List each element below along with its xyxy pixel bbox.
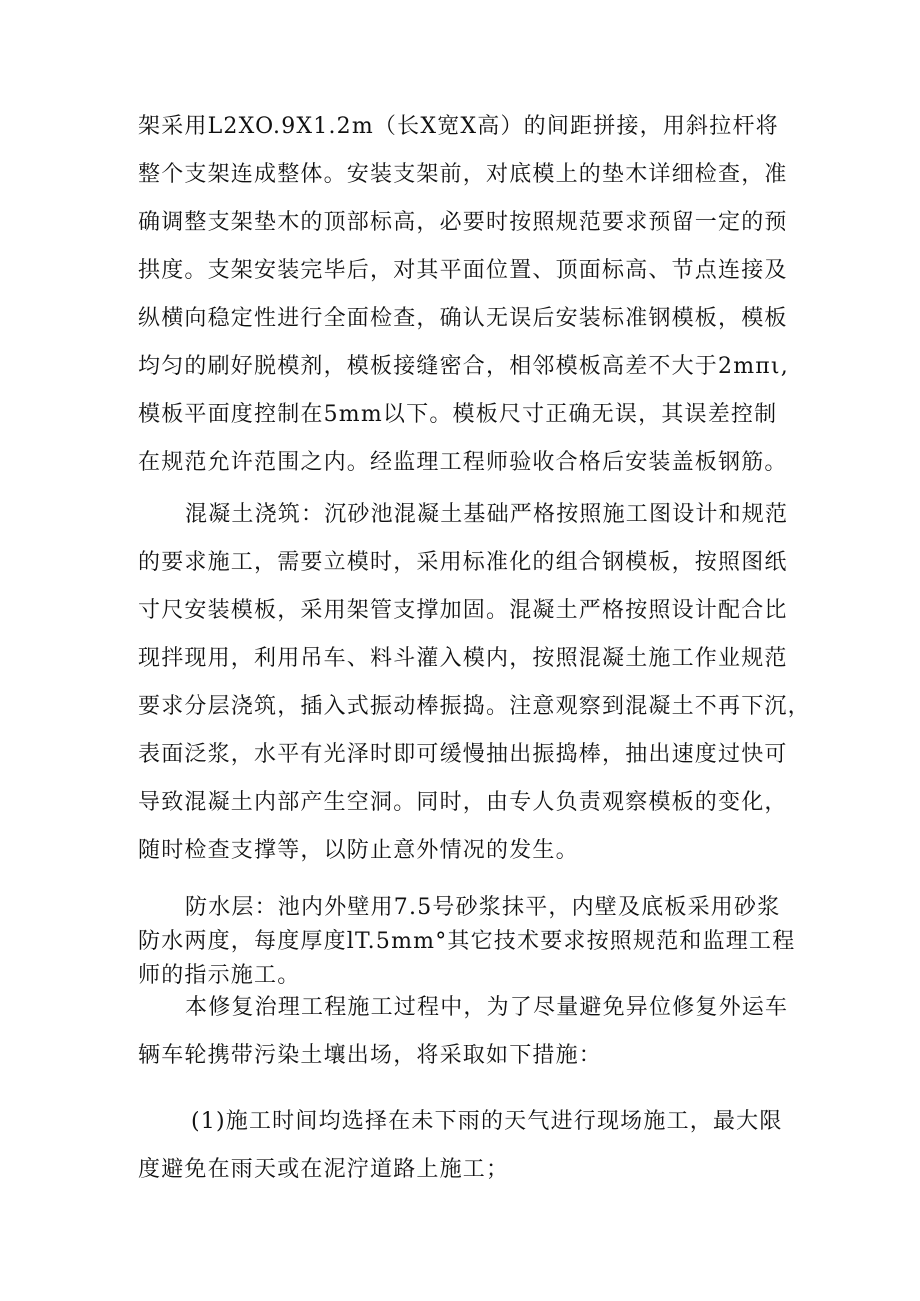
text-line: 在规范允许范围之内。经监理工程师验收合格后安装盖板钢筋。 [138, 450, 788, 475]
text-line: 现拌现用，利用吊车、料斗灌入模内，按照混凝土施工作业规范 [138, 646, 788, 671]
text-line: 防水两度，每度厚度lT.5mm°其它技术要求按照规范和监理工程 [138, 929, 796, 954]
paragraph-waterproof-layer [138, 891, 798, 993]
text-line: 随时检查支撑等，以防止意外情况的发生。 [138, 838, 579, 863]
text-line: 辆车轮携带污染土壤出场，将采取如下措施： [138, 1043, 603, 1068]
text-line: 防水层：池内外壁用7.5号砂浆抹平，内壁及底板采用砂浆 [185, 895, 781, 920]
text-line: 寸尺安装模板，采用架管支撑加固。混凝土严格按照设计配合比 [138, 598, 788, 623]
text-line: 确调整支架垫木的顶部标高，必要时按照规范要求预留一定的预 [138, 210, 788, 235]
text-line: 模板平面度控制在5mm以下。模板尺寸正确无误，其误差控制 [138, 402, 778, 427]
text-line: 均匀的刷好脱模剂，模板接缝密合，相邻模板高差不大于2mπι, [138, 354, 789, 379]
text-line: 表面泛浆，水平有光泽时即可缓慢抽出振捣棒，抽出速度过快可 [138, 742, 788, 767]
text-line: 导致混凝土内部产生空洞。同时，由专人负责观察模板的变化， [138, 790, 788, 815]
text-line: 整个支架连成整体。安装支架前，对底模上的垫木详细检查，准 [138, 162, 788, 187]
text-line: 师的指示施工。 [138, 963, 301, 988]
text-line: 度避免在雨天或在泥泞道路上施工； [138, 1157, 510, 1182]
text-line: 纵横向稳定性进行全面检查，确认无误后安装标准钢模板，模板 [138, 306, 788, 331]
paragraph-measures-intro [138, 984, 798, 1080]
text-line: 要求分层浇筑，插入式振动棒振捣。注意观察到混凝土不再下沉， [138, 694, 811, 719]
text-line: 的要求施工，需要立模时，采用标准化的组合钢模板，按照图纸 [138, 550, 788, 575]
text-line: 混凝土浇筑：沉砂池混凝土基础严格按照施工图设计和规范 [185, 502, 789, 527]
text-line: 架采用L2XO.9X1.2m（长X宽X高）的间距拼接，用斜拉杆将 [138, 114, 779, 139]
text-line: (1)施工时间均选择在未下雨的天气进行现场施工，最大限 [191, 1109, 783, 1134]
paragraph-concrete-pouring [138, 491, 811, 875]
paragraph-measure-1 [138, 1098, 798, 1194]
paragraph-formwork-support [138, 103, 798, 487]
text-line: 本修复治理工程施工过程中，为了尽量避免异位修复外运车 [185, 995, 789, 1020]
text-line: 拱度。支架安装完毕后，对其平面位置、顶面标高、节点连接及 [138, 258, 788, 283]
